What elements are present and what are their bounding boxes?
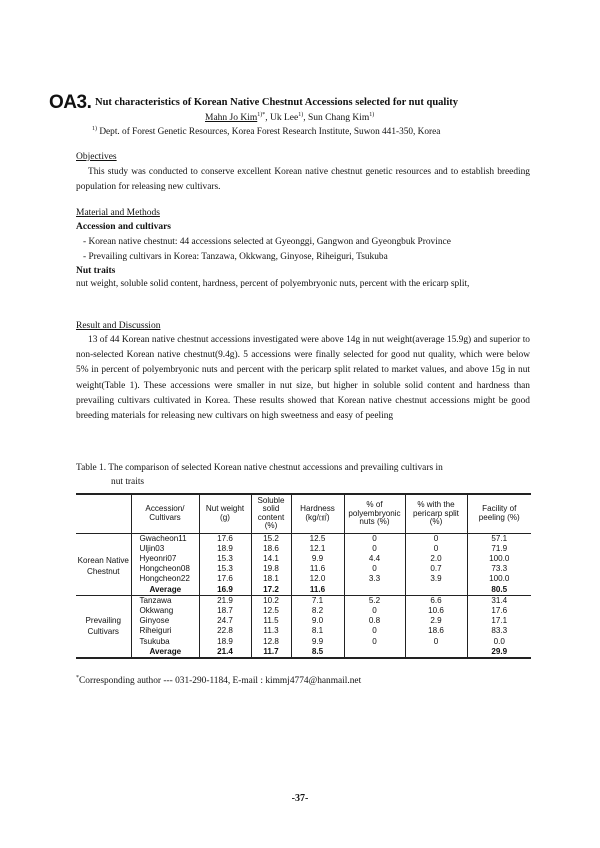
cell-accession: Riheiguri: [131, 626, 199, 636]
cell-peeling: 73.3: [467, 564, 531, 574]
page-number: -37-: [291, 793, 309, 804]
cell-peeling: 17.1: [467, 616, 531, 626]
footnote-marker: *: [76, 674, 79, 681]
cell-hardness: 8.5: [291, 647, 344, 658]
table-caption-line2: nut traits: [111, 477, 145, 487]
cell-nut-weight: 24.7: [199, 616, 251, 626]
table-row: [76, 554, 531, 564]
cell-nut-weight: 21.9: [199, 595, 251, 606]
table-caption: [76, 461, 532, 489]
cell-peeling: 0.0: [467, 637, 531, 647]
cell-accession: Average: [131, 585, 199, 596]
author-superscript: 1): [369, 111, 375, 118]
cell-hardness: 12.5: [291, 533, 344, 544]
cell-nut-weight: 16.9: [199, 585, 251, 596]
cell-peeling: 17.6: [467, 606, 531, 616]
cell-pericarp-split: 3.9: [405, 574, 467, 584]
cell-accession: Hongcheon22: [131, 574, 199, 584]
accession-item-native: - Korean native chestnut: 44 accessions selected at Gyeonggi, Gangwon and Gyeongbuk Province: [83, 237, 451, 247]
table-row: [76, 564, 531, 574]
affiliation-text: Dept. of Forest Genetic Resources, Korea Forest Research Institute, Suwon 441-350, Korea: [99, 127, 441, 137]
cell-soluble-solid: 18.6: [251, 544, 291, 554]
accession-subheading: Accession and cultivars: [76, 222, 171, 232]
cell-soluble-solid: 14.1: [251, 554, 291, 564]
cell-accession: Hongcheon08: [131, 564, 199, 574]
cell-peeling: 29.9: [467, 647, 531, 658]
cell-accession: Hyeonri07: [131, 554, 199, 564]
cell-peeling: 71.9: [467, 544, 531, 554]
cell-soluble-solid: 11.7: [251, 647, 291, 658]
cell-hardness: 11.6: [291, 585, 344, 596]
cell-polyembryonic: 0: [344, 533, 405, 544]
header-soluble-solid: Soluble solid content (%): [251, 494, 291, 533]
header-peeling: Facility of peeling (%): [467, 494, 531, 533]
cell-nut-weight: 15.3: [199, 564, 251, 574]
cell-polyembryonic: 0: [344, 544, 405, 554]
table-caption-line1: Table 1. The comparison of selected Korean native chestnut accessions and prevailing cultivars in: [76, 463, 443, 473]
author-name: Sun Chang Kim: [307, 113, 370, 123]
results-heading: Result and Discussion: [76, 321, 161, 331]
cell-pericarp-split: 18.6: [405, 626, 467, 636]
cell-nut-weight: 15.3: [199, 554, 251, 564]
cell-accession: Tsukuba: [131, 637, 199, 647]
cell-accession: Okkwang: [131, 606, 199, 616]
cell-pericarp-split: 2.0: [405, 554, 467, 564]
cell-hardness: 12.1: [291, 544, 344, 554]
cell-hardness: 9.9: [291, 637, 344, 647]
header-group-cell: [76, 494, 131, 533]
table-row: [76, 533, 531, 544]
cell-nut-weight: 18.7: [199, 606, 251, 616]
abstract-code: OA3.: [49, 92, 92, 113]
header-pericarp-split: % with the pericarp split (%): [405, 494, 467, 533]
cell-soluble-solid: 18.1: [251, 574, 291, 584]
cell-peeling: 83.3: [467, 626, 531, 636]
table-row: [76, 637, 531, 647]
cell-peeling: 31.4: [467, 595, 531, 606]
table-row: [76, 574, 531, 584]
cell-peeling: 100.0: [467, 574, 531, 584]
cell-nut-weight: 22.8: [199, 626, 251, 636]
objectives-heading: Objectives: [76, 152, 117, 162]
header-nut-weight: Nut weight (g): [199, 494, 251, 533]
cell-soluble-solid: 12.8: [251, 637, 291, 647]
group-label-korean: Korean Native Chestnut: [76, 533, 131, 595]
cell-polyembryonic: 0: [344, 606, 405, 616]
accession-item-cultivars: - Prevailing cultivars in Korea: Tanzawa, Okkwang, Ginyose, Riheiguri, Tsukuba: [83, 252, 388, 262]
objectives-text: This study was conducted to conserve excellent Korean native chestnut genetic resources and to establish breeding population for releasing new cultivars.: [76, 167, 530, 193]
cell-hardness: 12.0: [291, 574, 344, 584]
cell-pericarp-split: [405, 647, 467, 658]
cell-polyembryonic: 0: [344, 626, 405, 636]
cell-accession: Average: [131, 647, 199, 658]
header-accession: Accession/ Cultivars: [131, 494, 199, 533]
korean-group-body: [76, 533, 531, 595]
header-hardness: Hardness (kg/㎠): [291, 494, 344, 533]
cell-pericarp-split: 0.7: [405, 564, 467, 574]
footnote: [76, 676, 361, 686]
paper-title: Nut characteristics of Korean Native Chestnut Accessions selected for nut quality: [95, 97, 458, 108]
table-row: [76, 544, 531, 554]
cell-pericarp-split: [405, 585, 467, 596]
group-label-prevailing: Prevailing Cultivars: [76, 595, 131, 658]
affiliation-superscript: 1): [92, 125, 97, 132]
cell-polyembryonic: 5.2: [344, 595, 405, 606]
cell-pericarp-split: 0: [405, 637, 467, 647]
table-row: [76, 616, 531, 626]
cell-pericarp-split: 0: [405, 544, 467, 554]
cell-accession: Uljin03: [131, 544, 199, 554]
author-superscript: 1): [298, 111, 304, 118]
author-line: Mahn Jo Kim$^{1)*}$, Uk Lee$^{1)}$, Sun Chang Kim$^{1)}$: [205, 111, 375, 123]
cell-nut-weight: 17.6: [199, 574, 251, 584]
comparison-table: [76, 493, 531, 659]
cell-polyembryonic: 4.4: [344, 554, 405, 564]
cell-pericarp-split: 0: [405, 533, 467, 544]
cell-polyembryonic: 0.8: [344, 616, 405, 626]
author-name: Mahn Jo Kim: [205, 113, 258, 123]
cell-nut-weight: 18.9: [199, 544, 251, 554]
table-row-average: [76, 585, 531, 596]
cell-polyembryonic: 0: [344, 637, 405, 647]
table-row: [76, 606, 531, 616]
cell-pericarp-split: 10.6: [405, 606, 467, 616]
cell-hardness: 8.2: [291, 606, 344, 616]
cell-nut-weight: 17.6: [199, 533, 251, 544]
cell-soluble-solid: 19.8: [251, 564, 291, 574]
cell-peeling: 80.5: [467, 585, 531, 596]
table-row: [76, 595, 531, 606]
cell-nut-weight: 18.9: [199, 637, 251, 647]
cell-polyembryonic: [344, 647, 405, 658]
cell-soluble-solid: 15.2: [251, 533, 291, 544]
cell-hardness: 11.6: [291, 564, 344, 574]
footnote-text: Corresponding author --- 031-290-1184, E-mail : kimmj4774@hanmail.net: [79, 676, 362, 686]
cell-soluble-solid: 12.5: [251, 606, 291, 616]
cell-accession: Ginyose: [131, 616, 199, 626]
traits-text: nut weight, soluble solid content, hardness, percent of polyembryonic nuts, percent with the ericarp split,: [76, 279, 470, 289]
cell-polyembryonic: 0: [344, 564, 405, 574]
cell-hardness: 7.1: [291, 595, 344, 606]
cell-polyembryonic: [344, 585, 405, 596]
cell-pericarp-split: 6.6: [405, 595, 467, 606]
cell-polyembryonic: 3.3: [344, 574, 405, 584]
cell-soluble-solid: 11.3: [251, 626, 291, 636]
cell-peeling: 57.1: [467, 533, 531, 544]
cell-hardness: 8.1: [291, 626, 344, 636]
cell-accession: Gwacheon11: [131, 533, 199, 544]
cell-hardness: 9.0: [291, 616, 344, 626]
cell-nut-weight: 21.4: [199, 647, 251, 658]
header-polyembryonic: % of polyembryonic nuts (%): [344, 494, 405, 533]
cell-soluble-solid: 17.2: [251, 585, 291, 596]
table-row-average: [76, 647, 531, 658]
affiliation: [92, 127, 440, 137]
cell-accession: Tanzawa: [131, 595, 199, 606]
results-text: 13 of 44 Korean native chestnut accessions investigated were above 14g in nut weight(average 15.9g) and superior to non-selected Korean native chestnut(9.4g). 5 accessions were finally selected for good nut quality, which were below 5% in percent of polyembryonic nuts and percent with the pericarp split related to market values, and above 15g in nut weight(Table 1). These accessions were smaller in nut size, but higher in soluble solid content and hardness than prevailing cultivars cultivated in Korea. These results showed that Korean native chestnut accessions might be good breeding materials for releasing new cultivars on high sweetness and easy of peeling: [76, 335, 530, 422]
table-row: [76, 626, 531, 636]
traits-subheading: Nut traits: [76, 266, 116, 276]
cell-soluble-solid: 11.5: [251, 616, 291, 626]
table-header-row: [76, 494, 531, 533]
cell-hardness: 9.9: [291, 554, 344, 564]
prevailing-group-body: [76, 595, 531, 658]
author-name: Uk Lee: [270, 113, 299, 123]
cell-soluble-solid: 10.2: [251, 595, 291, 606]
methods-heading: Material and Methods: [76, 208, 160, 218]
cell-pericarp-split: 2.9: [405, 616, 467, 626]
author-superscript: 1)*: [257, 111, 266, 118]
cell-peeling: 100.0: [467, 554, 531, 564]
